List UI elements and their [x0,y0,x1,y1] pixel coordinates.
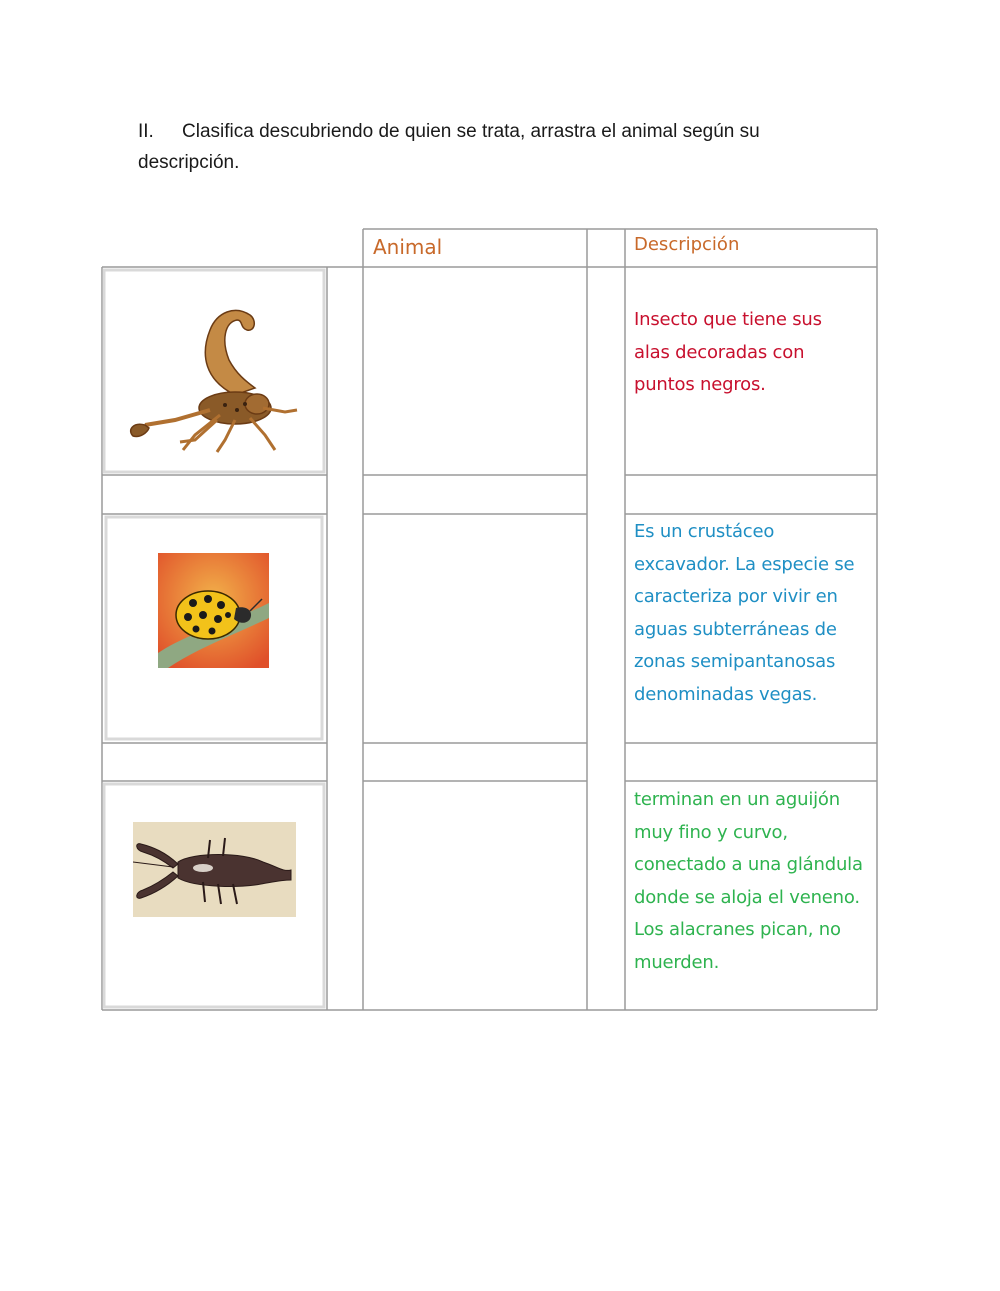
description-row-2: Es un crustáceo excavador. La especie se caracteriza por vivir en aguas subterráneas de zonas semipantanosas denominadas vegas. [634,521,855,705]
instruction-number: II. [138,121,154,142]
drop-zone-row-3[interactable] [365,784,585,1008]
drop-zone-row-1[interactable] [365,270,585,473]
scorpion-image[interactable] [125,300,305,460]
drop-zone-row-2[interactable] [365,517,585,741]
ladybug-image[interactable] [158,553,269,668]
description-row-1: Insecto que tiene sus alas decoradas con puntos negros. [634,309,822,395]
header-animal: Animal [373,235,443,259]
description-row-3: terminan en un aguijón muy fino y curvo, conectado a una glándula donde se aloja el veneno. Los alacranes pican, no muerden. [634,789,863,973]
header-description: Descripción [634,234,740,255]
crayfish-image[interactable] [133,822,296,917]
instruction-text: Clasifica descubriendo de quien se trata, arrastra el animal según su descripción. [138,121,760,173]
instruction [138,116,858,178]
